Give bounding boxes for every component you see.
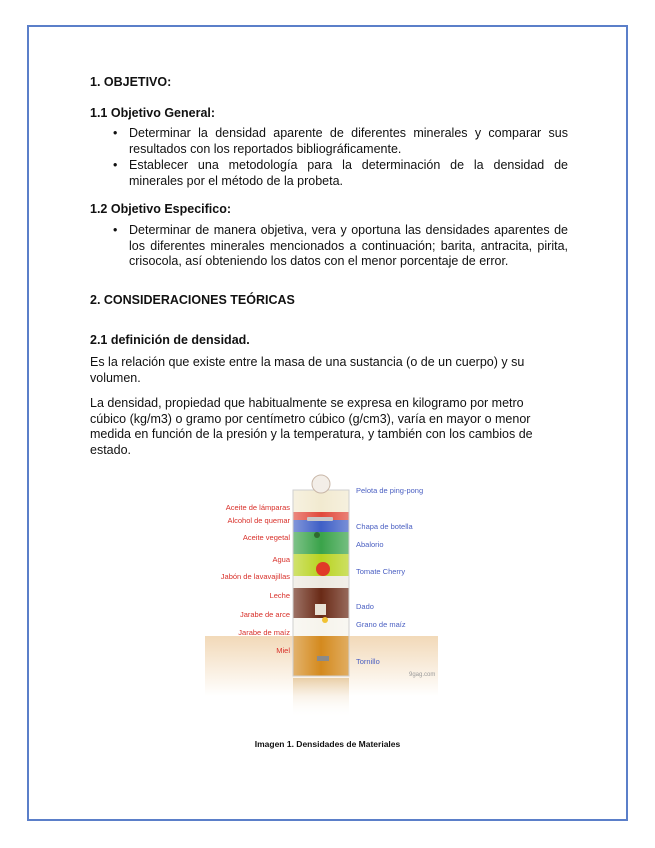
label-vegetable-oil: Aceite vegetal: [242, 533, 290, 542]
cherry-tomato-icon: [316, 562, 330, 576]
figure-caption: Imagen 1. Densidades de Materiales: [254, 739, 401, 749]
label-water: Agua: [272, 555, 290, 564]
label-burning-alcohol: Alcohol de quemar: [227, 516, 290, 525]
label-dish-soap: Jabón de lavavajillas: [220, 572, 290, 581]
section-2-title: 2. CONSIDERACIONES TEÓRICAS: [90, 293, 295, 307]
list-item: • Determinar la densidad aparente de diferentes minerales y comparar sus resultados con los reportados bibliográficamente.: [90, 126, 568, 157]
label-die: Dado: [356, 602, 374, 611]
section-1-1-title: 1.1 Objetivo General:: [90, 106, 216, 120]
label-cherry-tomato: Tomate Cherry: [356, 567, 406, 576]
corn-grain-icon: [322, 617, 328, 623]
general-objectives-list: [90, 126, 568, 190]
label-corn-syrup: Jarabe de maíz: [238, 628, 290, 637]
ping-pong-ball-icon: [312, 475, 330, 493]
label-bottle-cap: Chapa de botella: [356, 522, 413, 531]
density-column-image: [205, 466, 438, 731]
label-screw: Tornillo: [356, 657, 380, 666]
label-corn-grain: Grano de maíz: [356, 620, 406, 629]
paragraph-definition: Es la relación que existe entre la masa de una sustancia (o de un cuerpo) y su volumen.: [90, 355, 525, 385]
die-icon: [315, 604, 326, 615]
bottle-cap-icon: [307, 517, 333, 521]
label-maple-syrup: Jarabe de arce: [239, 610, 290, 619]
paragraph-density-units: La densidad, propiedad que habitualmente se expresa en kilogramo por metro cúbico (kg/m3) o gramo por centímetro cúbico (g/cm3), varía en mayor o menor medida en función de la presión y la temperatura, y también con los cambios de estado.: [90, 396, 533, 457]
screw-icon: [317, 656, 329, 661]
section-1-title: 1. OBJETIVO:: [90, 75, 172, 89]
label-lamp-oil: Aceite de lámparas: [225, 503, 290, 512]
bead-icon: [314, 532, 320, 538]
specific-objectives-list: [90, 223, 568, 271]
list-item: • Determinar de manera objetiva, vera y oportuna las densidades aparentes de los diferentes minerales mencionados a continuación; barita, antracita, pirita, crisocola, así obteniendo los datos con el menor porcentaje de error.: [90, 223, 568, 270]
label-ping-pong-ball: Pelota de ping-pong: [356, 486, 424, 495]
label-honey: Miel: [276, 646, 290, 655]
label-bead: Abalorio: [356, 540, 384, 549]
section-2-1-title: 2.1 definición de densidad.: [90, 333, 250, 347]
label-milk: Leche: [269, 591, 290, 600]
section-1-2-title: 1.2 Objetivo Especifico:: [90, 202, 232, 216]
watermark: 9gag.com: [409, 672, 436, 678]
list-item: • Establecer una metodología para la determinación de la densidad de minerales por el método de la probeta.: [90, 158, 568, 189]
